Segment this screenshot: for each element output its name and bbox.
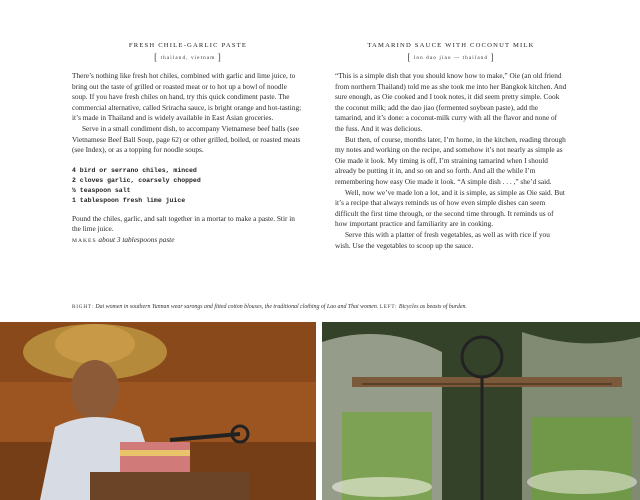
yield-line <box>72 235 304 247</box>
serving-paragraph: Serve this with a platter of fresh vegetables, as well as with rice if you wish. Use the vegetables to scoop up the sauce. <box>335 229 550 250</box>
recipe-left <box>72 40 304 247</box>
yield-label: MAKES <box>72 237 97 244</box>
ingredient-item: 2 cloves garlic, coarsely chopped <box>72 176 201 184</box>
ingredient-item: 4 bird or serrano chiles, minced <box>72 166 197 174</box>
story-paragraph: Well, now we’ve made lon a lot, and it is simple, as simple as Oie said. But it’s a recipe that always reminds us of how even simple dishes can seem difficult the first time through, or the second time through. It reminds us of how important practice and familiarity are in cooking. <box>335 187 565 229</box>
story-paragraph: “This is a simple dish that you should know how to make,” Oie (an old friend from northern Thailand) told me as she took me into her Bangkok kitchen. And sure enough, as Oie cooked and I took notes, it did seem pretty simple. Cook the coconut milk; add the dao jiao (fermented soybean paste), add the tamarind, and it’s done: a coconut-milk curry with all the flavor and none of the fuss. And it was delicious. <box>335 71 567 133</box>
recipe-origin: [ thailand, vietnam ] <box>154 52 222 62</box>
ingredient-list <box>72 166 304 206</box>
story-paragraph: But then, of course, months later, I’m home, in the kitchen, reading through my notes and working on the recipe, and somehow it’s not nearly as simple as Oie made it look. My timing is off, I’m straining tamarind when I should already be putting it in, and so on and so forth. And all the while I’m remembering how easy Oie made it look. “A simple dish . . . ,” she’d said. <box>335 134 566 186</box>
photo-woman-with-bicycle <box>0 322 316 500</box>
recipe-title: FRESH CHILE-GARLIC PASTE <box>128 42 248 49</box>
caption-text: Bicycles as beasts of burden. <box>398 304 467 310</box>
woman-bicycle-illustration <box>0 322 316 500</box>
photo-caption <box>72 304 592 310</box>
vegetable-bicycle-illustration <box>322 322 640 500</box>
method-paragraph: Pound the chiles, garlic, and salt together in a mortar to make a paste. Stir in the lime juice. <box>72 213 295 234</box>
recipe-right <box>335 40 567 251</box>
recipe-origin: [ lon dao jiao — thailand ] <box>407 52 495 62</box>
intro-paragraph: There’s nothing like fresh hot chiles, combined with garlic and lime juice, to bring out the taste of grilled or roasted meat or to hot up a bowl of noodle soup. If you have fresh chiles on hand, try this quick condiment paste. The commercial alternative, called Sriracha sauce, is bright orange and hot-tasting; it’s made in Thailand and is widely available in East Asian groceries. <box>72 71 302 123</box>
caption-direction: RIGHT: <box>72 304 94 310</box>
caption-direction: LEFT: <box>379 304 398 310</box>
photo-bicycle-vegetables <box>322 322 640 500</box>
recipe-title: TAMARIND SAUCE WITH COCONUT MILK <box>367 42 535 49</box>
yield-value: about 3 tablespoons paste <box>98 234 175 244</box>
ingredient-item: ½ teaspoon salt <box>72 186 131 194</box>
serving-paragraph: Serve in a small condiment dish, to accompany Vietnamese beef balls (see Vietnamese Beef Ball Soup, page 62) or other grilled, boiled, or roasted meats (see Index), or as a topping for noodle soups. <box>72 123 301 155</box>
ingredient-item: 1 tablespoon fresh lime juice <box>72 196 186 204</box>
caption-text: Dai women in southern Yunnan wear sarongs and fitted cotton blouses, the traditional clothing of Lao and Thai women. <box>95 304 379 310</box>
